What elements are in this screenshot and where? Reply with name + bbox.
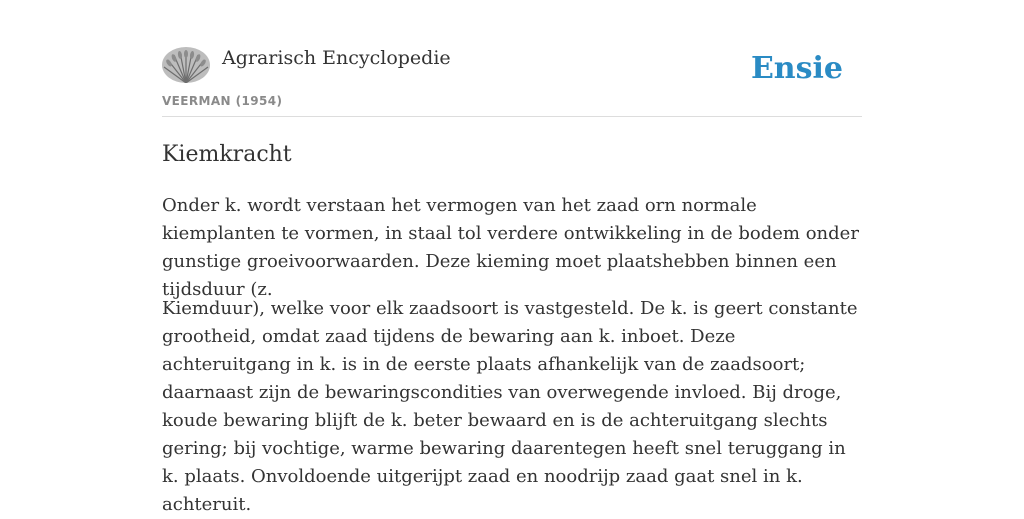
article-paragraph: Kiemduur), welke voor elk zaadsoort is vastgesteld. De k. is geert constante grootheid, omdat zaad tijdens de bewaring aan k. inboet. Deze achteruitgang in k. is in de eerste plaats afhankelijk van de zaadsoort; daarnaast zijn de bewaringscondities van overwegende invloed. Bij droge, koude bewaring blijft de k. beter bewaard en is de achteruitgang slechts gering; bij vochtige, warme bewaring daarentegen heeft snel teruggang in k. plaats. Onvoldoende uitgerijpt zaad en noodrijp zaad gaat snel in k. achteruit. — [162, 298, 858, 515]
article-title: Kiemkracht — [162, 142, 292, 167]
source-header — [162, 0, 862, 117]
article-paragraph: Onder k. wordt verstaan het vermogen van het zaad orn normale kiemplanten te vormen, in staal tol verdere ontwikkeling in de bodem onder gunstige groeivoorwaarden. Deze kieming moet plaatshebben binnen een tijdsduur (z. — [162, 195, 859, 300]
page — [162, 0, 862, 515]
ensie-logo[interactable]: Ensie — [750, 51, 843, 86]
source-author: VEERMAN (1954) — [162, 94, 283, 108]
source-title[interactable]: Agrarisch Encyclopedie — [222, 47, 451, 69]
wheat-sheaf-icon[interactable] — [162, 47, 210, 83]
